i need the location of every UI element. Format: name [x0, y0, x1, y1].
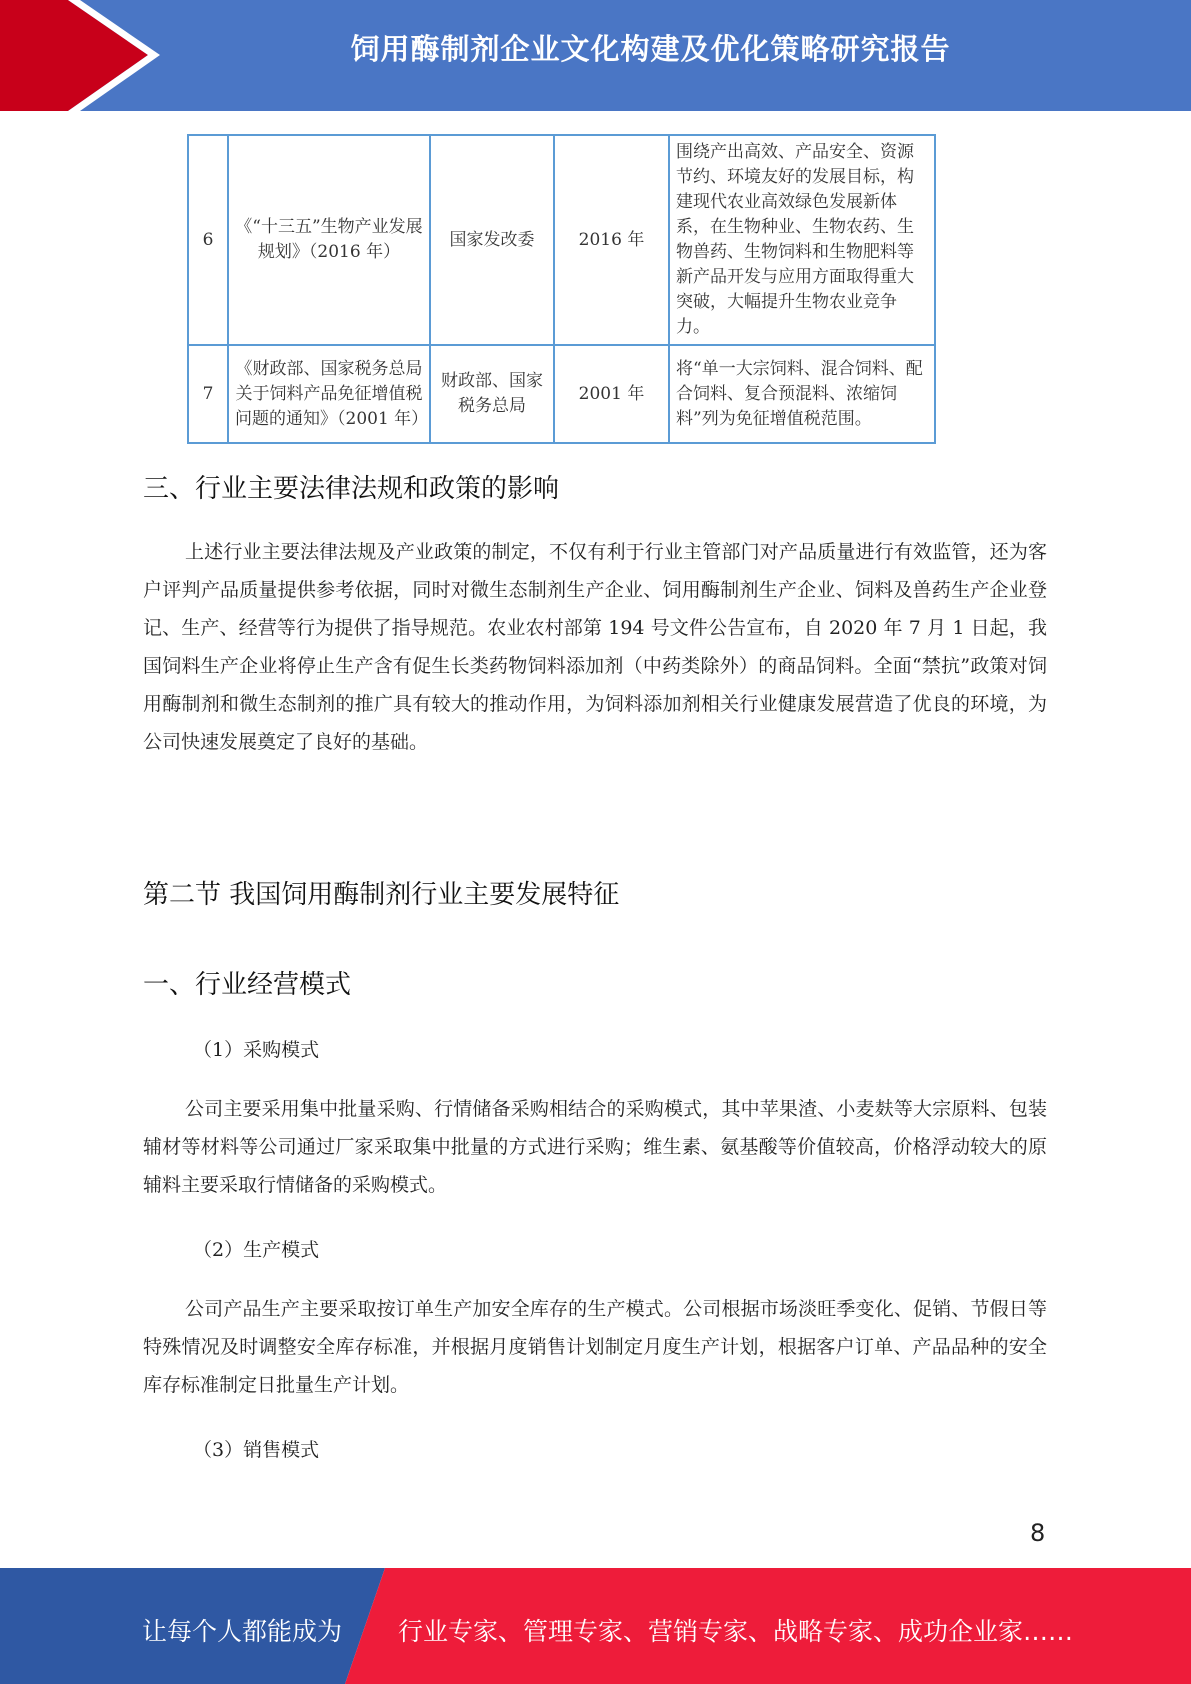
- page-header: [0, 0, 1191, 111]
- table-row: [188, 135, 935, 345]
- body-paragraph: 公司产品生产主要采取按订单生产加安全库存的生产模式。公司根据市场淡旺季变化、促销、节假日等特殊情况及时调整安全库存标准，并根据月度销售计划制定月度生产计划，根据客户订单、产品品种的安全库存标准制定日批量生产计划。: [143, 1298, 1047, 1396]
- page-number: 8: [1030, 1519, 1046, 1547]
- subsection-heading: （3）销售模式: [193, 1439, 320, 1461]
- policy-name: 《“十三五”生物产业发展规划》（2016 年）: [228, 135, 430, 345]
- issuing-department: 国家发改委: [430, 135, 554, 345]
- page-footer: [0, 1568, 1191, 1684]
- issue-year: 2001 年: [554, 345, 669, 443]
- policy-description: 围绕产出高效、产品安全、资源节约、环境友好的发展目标，构建现代农业高效绿色发展新体系，在生物种业、生物农药、生物兽药、生物饲料和生物肥料等新产品开发与应用方面取得重大突破，大幅提升生物农业竞争力。: [669, 135, 935, 345]
- footer-slogan-right: 行业专家、管理专家、营销专家、战略专家、成功企业家……: [398, 1617, 1074, 1646]
- body-paragraph: 上述行业主要法律法规及产业政策的制定，不仅有利于行业主管部门对产品质量进行有效监管，还为客户评判产品质量提供参考依据，同时对微生态制剂生产企业、饲用酶制剂生产企业、饲料及兽药生产企业登记、生产、经营等行为提供了指导规范。农业农村部第 194 号文件公告宣布，自 2020 年 7 月 1 日起，我国饲料生产企业将停止生产含有促生长类药物饲料添加剂（中药类除外）的商品饲料。全面“禁抗”政策对饲用酶制剂和微生态制剂的推广具有较大的推动作用，为饲料添加剂相关行业健康发展营造了优良的环境，为公司快速发展奠定了良好的基础。: [143, 541, 1047, 753]
- subsection-heading: （1）采购模式: [193, 1039, 320, 1061]
- policy-table: [187, 134, 936, 444]
- row-number: 7: [188, 345, 228, 443]
- footer-slogan-left: 让每个人都能成为: [142, 1617, 343, 1646]
- issuing-department: 财政部、国家税务总局: [430, 345, 554, 443]
- chapter-heading: 第二节 我国饲用酶制剂行业主要发展特征: [143, 880, 620, 910]
- subsection-heading: （2）生产模式: [193, 1239, 320, 1261]
- body-paragraph: 公司主要采用集中批量采购、行情储备采购相结合的采购模式，其中苹果渣、小麦麸等大宗原料、包装辅材等材料等公司通过厂家采取集中批量的方式进行采购；维生素、氨基酸等价值较高，价格浮动较大的原辅料主要采取行情储备的采购模式。: [143, 1098, 1047, 1196]
- section-heading: 三、行业主要法律法规和政策的影响: [143, 474, 560, 504]
- policy-name: 《财政部、国家税务总局关于饲料产品免征增值税问题的通知》（2001 年）: [228, 345, 430, 443]
- table-row: [188, 345, 935, 443]
- policy-description: 将“单一大宗饲料、混合饲料、配合饲料、复合预混料、浓缩饲料”列为免征增值税范围。: [669, 345, 935, 443]
- section-heading: 一、行业经营模式: [143, 970, 352, 1000]
- row-number: 6: [188, 135, 228, 345]
- issue-year: 2016 年: [554, 135, 669, 345]
- report-title: 饲用酶制剂企业文化构建及优化策略研究报告: [350, 32, 951, 66]
- header-arrow-decoration: [0, 0, 160, 111]
